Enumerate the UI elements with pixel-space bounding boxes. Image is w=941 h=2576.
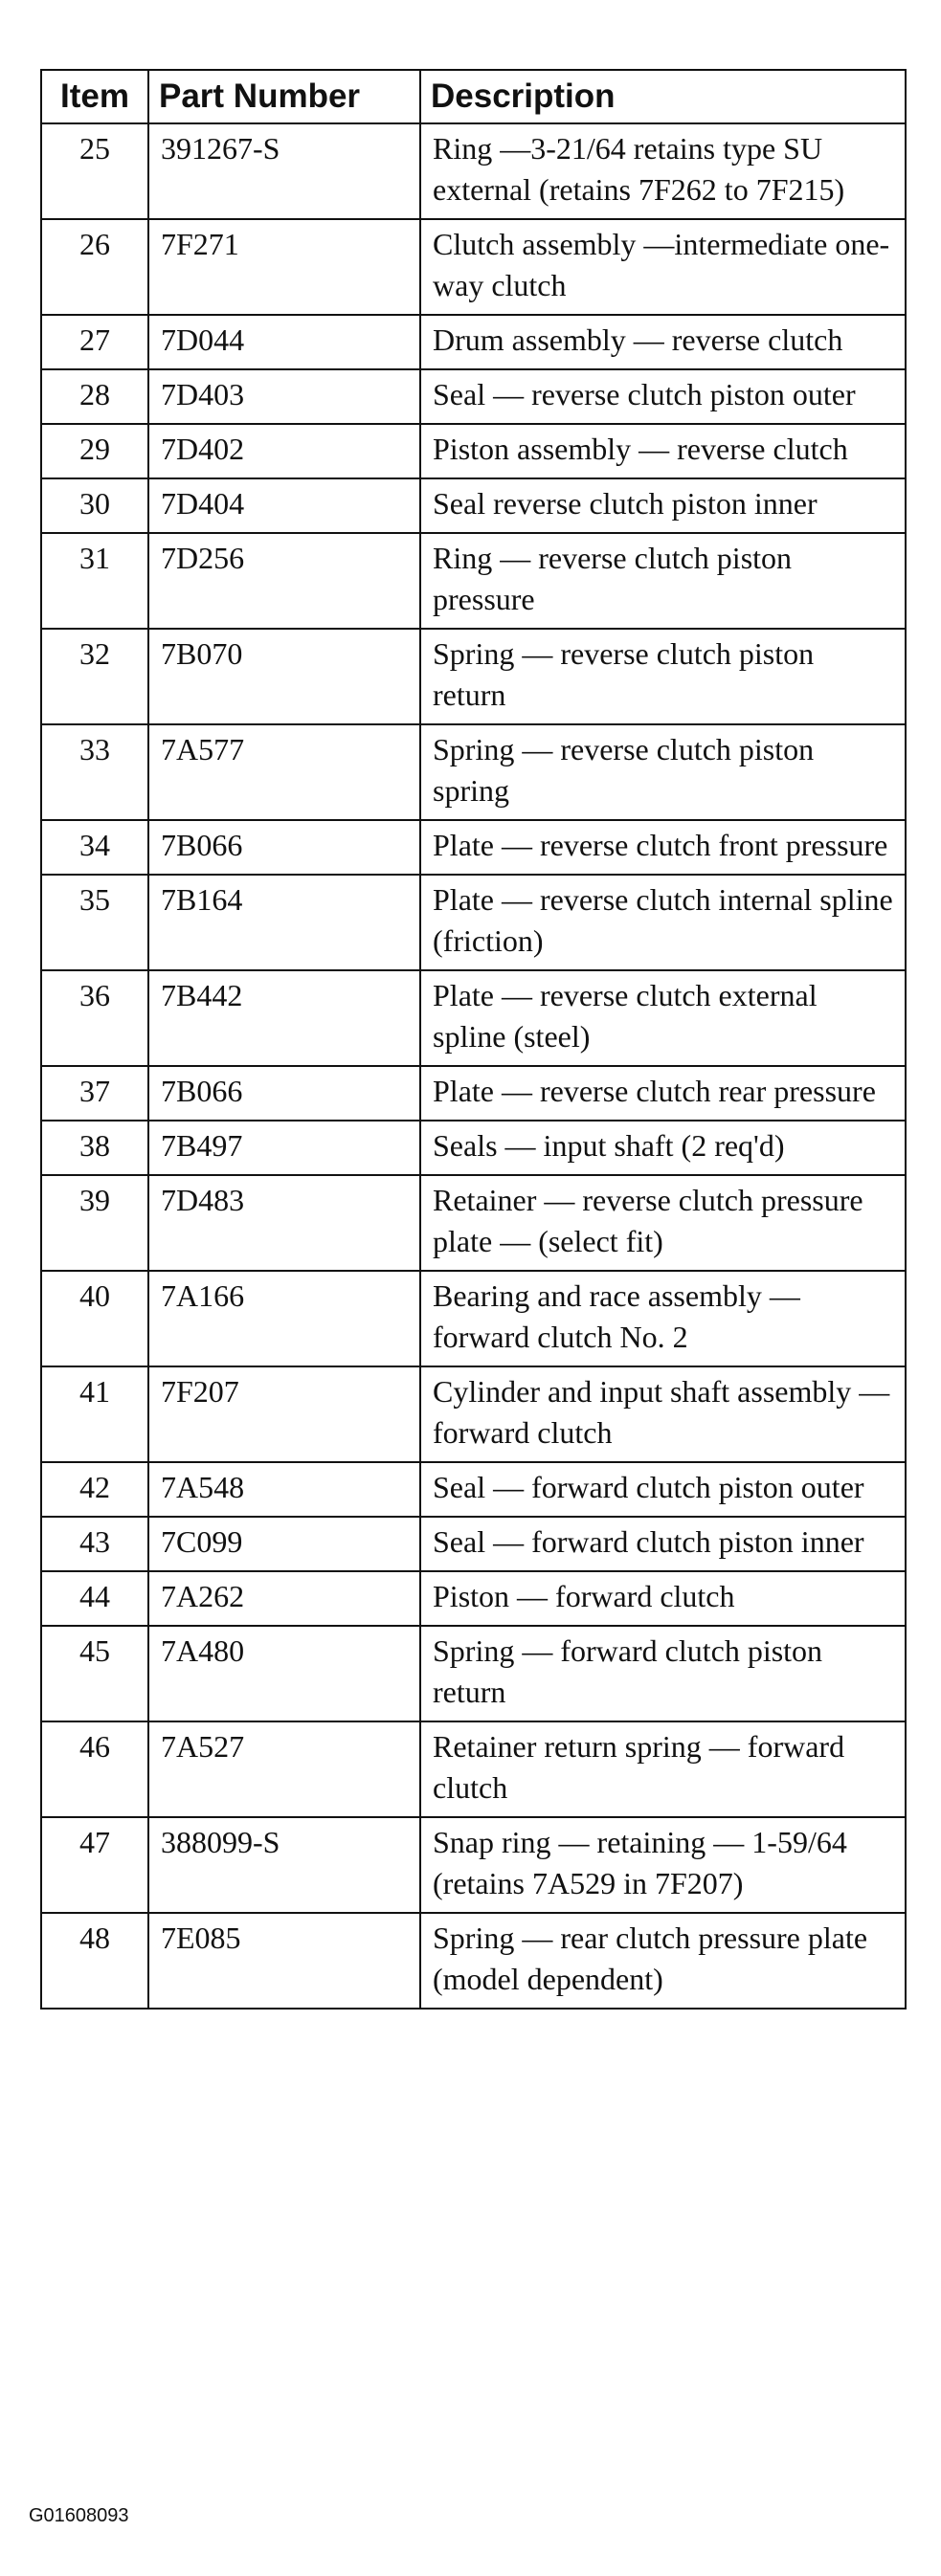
description: Spring — reverse clutch piston spring xyxy=(420,724,906,820)
item-number: 37 xyxy=(41,1066,148,1121)
part-number: 7D402 xyxy=(148,424,420,478)
table-header-row xyxy=(41,70,906,123)
table-row xyxy=(41,123,906,219)
part-number: 388099-S xyxy=(148,1817,420,1913)
parts-table-container xyxy=(40,69,905,2010)
part-number: 7A166 xyxy=(148,1271,420,1366)
table-row xyxy=(41,1175,906,1271)
item-number: 40 xyxy=(41,1271,148,1366)
table-row xyxy=(41,1366,906,1462)
table-row xyxy=(41,315,906,369)
item-number: 31 xyxy=(41,533,148,629)
description: Bearing and race assembly — forward clutch No. 2 xyxy=(420,1271,906,1366)
item-number: 47 xyxy=(41,1817,148,1913)
part-number: 7D403 xyxy=(148,369,420,424)
part-number: 7A527 xyxy=(148,1721,420,1817)
item-number: 44 xyxy=(41,1571,148,1626)
header-item: Item xyxy=(41,70,148,123)
table-row xyxy=(41,1066,906,1121)
table-row xyxy=(41,724,906,820)
table-row xyxy=(41,219,906,315)
description: Plate — reverse clutch external spline (steel) xyxy=(420,970,906,1066)
item-number: 46 xyxy=(41,1721,148,1817)
description: Seals — input shaft (2 req'd) xyxy=(420,1121,906,1175)
description: Piston — forward clutch xyxy=(420,1571,906,1626)
table-row xyxy=(41,820,906,875)
description: Plate — reverse clutch internal spline (friction) xyxy=(420,875,906,970)
item-number: 38 xyxy=(41,1121,148,1175)
description: Clutch assembly —intermediate one-way clutch xyxy=(420,219,906,315)
item-number: 32 xyxy=(41,629,148,724)
part-number: 7F207 xyxy=(148,1366,420,1462)
item-number: 36 xyxy=(41,970,148,1066)
table-row xyxy=(41,369,906,424)
table-row xyxy=(41,1571,906,1626)
item-number: 39 xyxy=(41,1175,148,1271)
part-number: 7D044 xyxy=(148,315,420,369)
table-body xyxy=(41,123,906,2009)
item-number: 25 xyxy=(41,123,148,219)
part-number: 7D483 xyxy=(148,1175,420,1271)
item-number: 48 xyxy=(41,1913,148,2009)
table-row xyxy=(41,629,906,724)
description: Seal reverse clutch piston inner xyxy=(420,478,906,533)
description: Spring — forward clutch piston return xyxy=(420,1626,906,1721)
table-row xyxy=(41,1121,906,1175)
item-number: 35 xyxy=(41,875,148,970)
part-number: 7A480 xyxy=(148,1626,420,1721)
table-row xyxy=(41,1626,906,1721)
description: Spring — rear clutch pressure plate (model dependent) xyxy=(420,1913,906,2009)
description: Retainer return spring — forward clutch xyxy=(420,1721,906,1817)
part-number: 7B066 xyxy=(148,1066,420,1121)
table-row xyxy=(41,1462,906,1517)
description: Seal — reverse clutch piston outer xyxy=(420,369,906,424)
part-number: 7B066 xyxy=(148,820,420,875)
item-number: 41 xyxy=(41,1366,148,1462)
table-row xyxy=(41,970,906,1066)
description: Seal — forward clutch piston inner xyxy=(420,1517,906,1571)
table-row xyxy=(41,424,906,478)
description: Ring —3-21/64 retains type SU external (retains 7F262 to 7F215) xyxy=(420,123,906,219)
description: Plate — reverse clutch front pressure xyxy=(420,820,906,875)
table-row xyxy=(41,1271,906,1366)
description: Snap ring — retaining — 1-59/64 (retains 7A529 in 7F207) xyxy=(420,1817,906,1913)
part-number: 7B164 xyxy=(148,875,420,970)
item-number: 27 xyxy=(41,315,148,369)
item-number: 28 xyxy=(41,369,148,424)
description: Piston assembly — reverse clutch xyxy=(420,424,906,478)
table-row xyxy=(41,1517,906,1571)
item-number: 29 xyxy=(41,424,148,478)
header-part-number: Part Number xyxy=(148,70,420,123)
part-number: 7B442 xyxy=(148,970,420,1066)
table-row xyxy=(41,1913,906,2009)
table-row xyxy=(41,533,906,629)
item-number: 33 xyxy=(41,724,148,820)
description: Seal — forward clutch piston outer xyxy=(420,1462,906,1517)
item-number: 42 xyxy=(41,1462,148,1517)
table-row xyxy=(41,1817,906,1913)
item-number: 45 xyxy=(41,1626,148,1721)
description: Plate — reverse clutch rear pressure xyxy=(420,1066,906,1121)
item-number: 26 xyxy=(41,219,148,315)
description: Ring — reverse clutch piston pressure xyxy=(420,533,906,629)
table-row xyxy=(41,875,906,970)
part-number: 391267-S xyxy=(148,123,420,219)
part-number: 7A548 xyxy=(148,1462,420,1517)
description: Retainer — reverse clutch pressure plate — (select fit) xyxy=(420,1175,906,1271)
part-number: 7C099 xyxy=(148,1517,420,1571)
part-number: 7A262 xyxy=(148,1571,420,1626)
figure-code: G01608093 xyxy=(29,2505,129,2526)
part-number: 7A577 xyxy=(148,724,420,820)
part-number: 7B497 xyxy=(148,1121,420,1175)
part-number: 7E085 xyxy=(148,1913,420,2009)
part-number: 7D256 xyxy=(148,533,420,629)
part-number: 7F271 xyxy=(148,219,420,315)
table-row xyxy=(41,1721,906,1817)
item-number: 43 xyxy=(41,1517,148,1571)
header-description: Description xyxy=(420,70,906,123)
table-row xyxy=(41,478,906,533)
description: Cylinder and input shaft assembly — forward clutch xyxy=(420,1366,906,1462)
part-number: 7D404 xyxy=(148,478,420,533)
description: Drum assembly — reverse clutch xyxy=(420,315,906,369)
item-number: 30 xyxy=(41,478,148,533)
parts-table xyxy=(40,69,907,2010)
description: Spring — reverse clutch piston return xyxy=(420,629,906,724)
part-number: 7B070 xyxy=(148,629,420,724)
item-number: 34 xyxy=(41,820,148,875)
